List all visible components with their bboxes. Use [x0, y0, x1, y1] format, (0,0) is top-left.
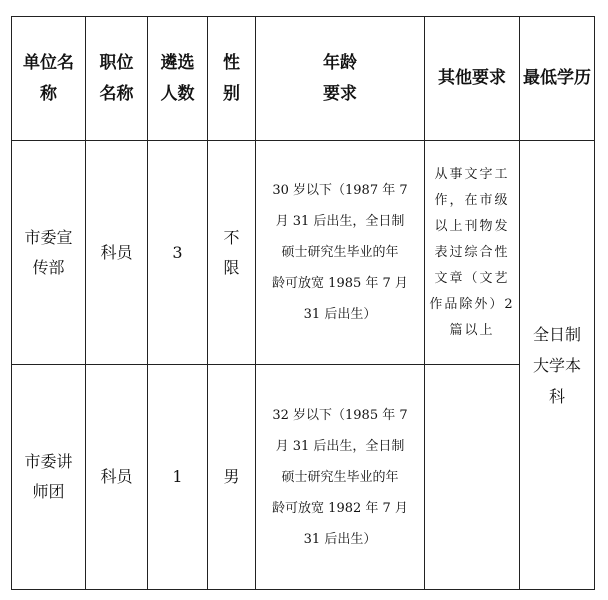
degree-line: 大学本 — [532, 355, 581, 375]
header-age — [256, 17, 425, 141]
header-age-line2: 要求 — [323, 83, 357, 104]
degree-cell — [520, 141, 595, 590]
unit-line1: 市委讲 — [24, 452, 73, 471]
age-line: 月 31 后出生，全日制 — [275, 214, 405, 229]
other-line: 作，在市级 — [434, 192, 510, 208]
header-gender-line1: 性 — [223, 52, 240, 73]
header-gender-line2: 别 — [223, 83, 240, 104]
header-position-line2: 名称 — [99, 83, 134, 104]
header-unit-line1: 单位名 — [23, 52, 74, 73]
header-unit-line2: 称 — [40, 83, 57, 104]
header-row — [12, 17, 595, 141]
count-cell: 1 — [148, 365, 208, 590]
age-cell — [256, 141, 425, 365]
age-line: 龄可放宽 1985 年 7 月 — [272, 276, 408, 291]
age-line: 硕士研究生毕业的年 — [281, 245, 399, 260]
other-line: 表过综合性 — [434, 244, 510, 260]
header-position — [86, 17, 148, 141]
header-count — [148, 17, 208, 141]
header-gender — [208, 17, 256, 141]
other-line: 以上刊物发 — [434, 218, 510, 234]
age-line: 31 后出生） — [303, 531, 377, 547]
other-line: 作品除外）2 — [429, 296, 515, 312]
age-cell — [256, 365, 425, 590]
position-cell: 科员 — [86, 141, 148, 365]
age-line: 龄可放宽 1982 年 7 月 — [272, 500, 408, 516]
gender-cell: 男 — [208, 365, 256, 590]
age-line: 硕士研究生毕业的年 — [281, 469, 399, 485]
header-degree — [520, 17, 595, 141]
gender-cell — [208, 141, 256, 365]
other-line: 篇以上 — [449, 322, 495, 338]
position-cell: 科员 — [86, 365, 148, 590]
header-unit — [12, 17, 86, 141]
table-row — [12, 141, 595, 365]
other-line: 文章（文艺 — [434, 270, 510, 286]
header-age-line1: 年龄 — [323, 52, 357, 73]
table-row — [12, 365, 595, 590]
header-other — [425, 17, 520, 141]
other-requirements-cell — [425, 141, 520, 365]
header-count-line2: 人数 — [160, 83, 195, 104]
gender-line2: 限 — [223, 257, 240, 277]
unit-line1: 市委宣 — [24, 227, 73, 247]
unit-line2: 师团 — [32, 482, 65, 501]
age-line: 32 岁以下（1985 年 7 — [272, 407, 408, 423]
other-requirements-cell — [425, 365, 520, 590]
header-degree-text: 最低学历 — [523, 68, 591, 88]
header-count-line1: 遴选 — [160, 52, 195, 73]
gender-line1: 不 — [223, 227, 240, 247]
count-cell: 3 — [148, 141, 208, 365]
age-line: 30 岁以下（1987 年 7 — [272, 183, 408, 198]
degree-line: 科 — [548, 386, 565, 406]
age-line: 31 后出生） — [303, 307, 377, 322]
other-line: 从事文字工 — [434, 166, 510, 182]
recruitment-table — [11, 16, 595, 590]
header-position-line1: 职位 — [99, 52, 134, 73]
age-line: 月 31 后出生，全日制 — [275, 438, 405, 454]
unit-cell — [12, 141, 86, 365]
unit-line2: 传部 — [32, 257, 65, 277]
unit-cell — [12, 365, 86, 590]
header-other-text: 其他要求 — [438, 68, 506, 88]
degree-line: 全日制 — [532, 324, 581, 344]
